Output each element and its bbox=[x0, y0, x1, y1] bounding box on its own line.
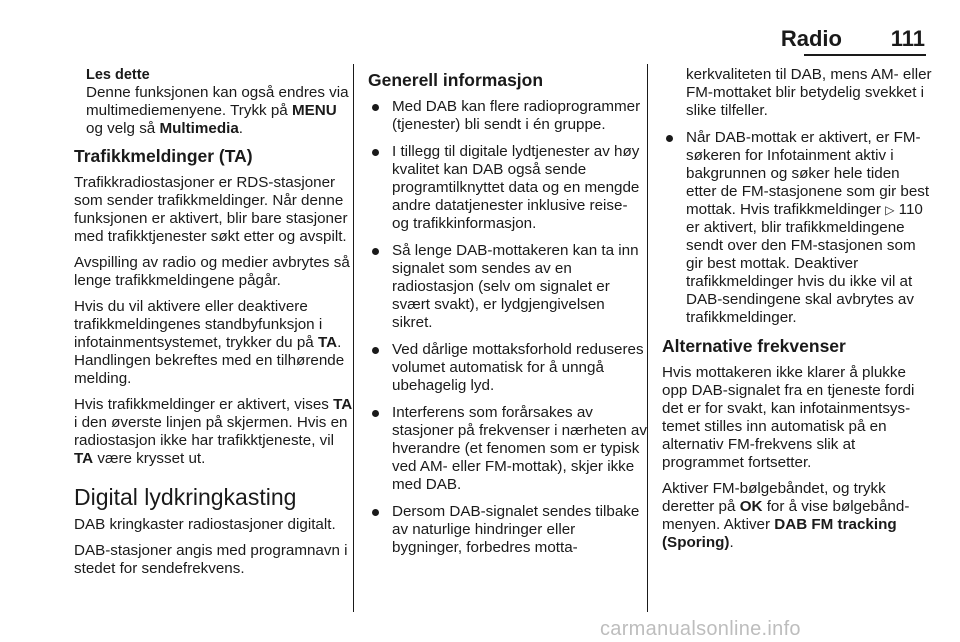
list-item bbox=[368, 341, 648, 395]
bullet-icon bbox=[372, 104, 379, 111]
list-item-continuation: kerkvaliteten til DAB, mens AM- eller FM-mottaket blir betydelig svekket i slike tilfeller. bbox=[686, 66, 932, 119]
list-item-text: Så lenge DAB-mottakeren kan ta inn signalet som sendes av en radiostasjon (selv om signalet er svært svakt), er lydgjengivelsen sikret. bbox=[392, 242, 639, 331]
page-reference-arrow-icon: ▷ bbox=[885, 203, 895, 217]
watermark: carmanualsonline.info bbox=[600, 618, 801, 640]
list-item-text: Ved dårlige mottaksforhold reduseres volumet automatisk for å unngå ubehagelig lyd. bbox=[392, 341, 644, 394]
paragraph: Trafikkradiostasjoner er RDS-stasjoner som sender trafikkmeldinger. Når denne funksjonen er aktivert, blir bare stasjoner med trafikktjenester søkt etter og avspilt. bbox=[74, 174, 348, 245]
column-1 bbox=[74, 66, 354, 586]
list-item-text: Dersom DAB-signalet sendes tilbake av naturlige hindringer eller bygninger, forbedres motta- bbox=[392, 503, 640, 556]
paragraph bbox=[74, 298, 354, 388]
bullet-icon bbox=[372, 509, 379, 516]
menu-keyword: MENU bbox=[291, 102, 337, 119]
text-part: være krysset ut. bbox=[93, 450, 206, 467]
bullet-icon bbox=[372, 248, 379, 255]
paragraph: DAB kringkaster radiostasjoner digitalt. bbox=[74, 516, 336, 533]
text-part: . bbox=[729, 534, 734, 551]
note-text-part: Denne funksjonen kan også endres via multimediemenyene. Trykk på bbox=[86, 84, 349, 119]
page-header bbox=[0, 26, 960, 54]
heading-digital-audio-broadcasting: Digital lydkringkasting bbox=[74, 484, 297, 510]
text-part: Hvis du vil aktivere eller deaktivere trafikkmeldingenes standbyfunksjon i infotainmentsystemet, trykker du på bbox=[74, 298, 323, 351]
text-part: . Handlingen bekreftes med en tilhørende melding. bbox=[74, 334, 345, 387]
text-part: for å vise bølgebåndmenyen. Aktiver bbox=[662, 498, 910, 533]
list-item bbox=[368, 503, 648, 557]
bullet-icon bbox=[666, 135, 673, 142]
list-item-text: Når DAB-mottak er aktivert, er FM-søkeren for Infotainment aktiv i bakgrunnen og søker hele tiden etter de FM-stasjonene som gir best mottak. Hvis trafikkmeldinger bbox=[686, 129, 930, 218]
text-part: Hvis trafikkmeldinger er aktivert, vises bbox=[74, 396, 334, 413]
heading-alternative-frequencies: Alternative frekvenser bbox=[662, 336, 846, 356]
list-item bbox=[368, 242, 648, 332]
list-item bbox=[368, 98, 648, 134]
note-text-part: og velg så bbox=[86, 120, 160, 137]
column-3 bbox=[662, 66, 932, 560]
section-title: Radio bbox=[780, 26, 842, 51]
ta-keyword: TA bbox=[333, 396, 353, 413]
text-part: Aktiver FM-bølgebåndet, og trykk deretter på bbox=[662, 480, 886, 515]
heading-traffic-announcements: Trafikkmeldinger (TA) bbox=[74, 146, 253, 166]
bullet-list bbox=[368, 98, 648, 557]
paragraph: Avspilling av radio og medier avbrytes så lenge trafikkmeldingene pågår. bbox=[74, 254, 350, 289]
column-2 bbox=[368, 66, 648, 566]
paragraph bbox=[662, 480, 932, 552]
ta-keyword: TA bbox=[317, 334, 338, 351]
list-item bbox=[368, 404, 648, 494]
note-box bbox=[86, 66, 354, 138]
list-item-text: Med DAB kan flere radioprogrammer (tjenester) bli sendt i én gruppe. bbox=[392, 98, 641, 133]
note-text-part: . bbox=[238, 120, 244, 137]
header-rule bbox=[804, 54, 926, 56]
paragraph: Hvis mottakeren ikke klarer å plukke opp DAB-signalet fra en tjeneste fordi det er for svakt, kan infotainmentsystemet stilles inn automatisk på en alternativ FM-frekvens slik at programmet fortsetter. bbox=[662, 364, 915, 471]
note-label: Les dette bbox=[86, 67, 150, 83]
bullet-icon bbox=[372, 149, 379, 156]
list-item-text: I tillegg til digitale lydtjenester av høy kvalitet kan DAB også sende programtilknyttet data og en mengde andre datatjenester inklusive reise- og trafikkinformasjon. bbox=[392, 143, 640, 232]
bullet-icon bbox=[372, 347, 379, 354]
paragraph: DAB-stasjoner angis med programnavn i stedet for sendefrekvens. bbox=[74, 542, 348, 577]
paragraph bbox=[74, 396, 354, 468]
list-item-text: Interferens som forårsakes av stasjoner på frekvenser i nærheten av hverandre (et fenomen som er typisk ved AM- eller FM-mottak), skjer ikke med DAB. bbox=[392, 404, 647, 493]
text-part: i den øverste linjen på skjermen. Hvis en radiostasjon ikke har trafikktjeneste, vil bbox=[74, 414, 348, 449]
page-number: 111 bbox=[890, 26, 925, 51]
dab-fm-tracking-keyword: DAB FM tracking (Sporing) bbox=[662, 516, 897, 551]
list-item bbox=[662, 129, 932, 327]
bullet-list bbox=[662, 129, 932, 327]
ok-keyword: OK bbox=[739, 498, 763, 515]
ta-keyword: TA bbox=[74, 450, 94, 467]
list-item-text: er aktivert, blir trafikkmeldingene sendt over den FM-stasjonen som gir best mottak. Deaktiver trafikkmeldinger hvis du ikke vil at DAB-sendingene skal avbrytes av trafikkmeldinger. bbox=[686, 219, 916, 326]
bullet-icon bbox=[372, 410, 379, 417]
heading-general-information: Generell informasjon bbox=[368, 70, 544, 90]
page-reference[interactable]: 110 bbox=[898, 201, 923, 218]
list-item bbox=[368, 143, 648, 233]
multimedia-keyword: Multimedia bbox=[159, 120, 239, 137]
note-text bbox=[86, 84, 354, 138]
